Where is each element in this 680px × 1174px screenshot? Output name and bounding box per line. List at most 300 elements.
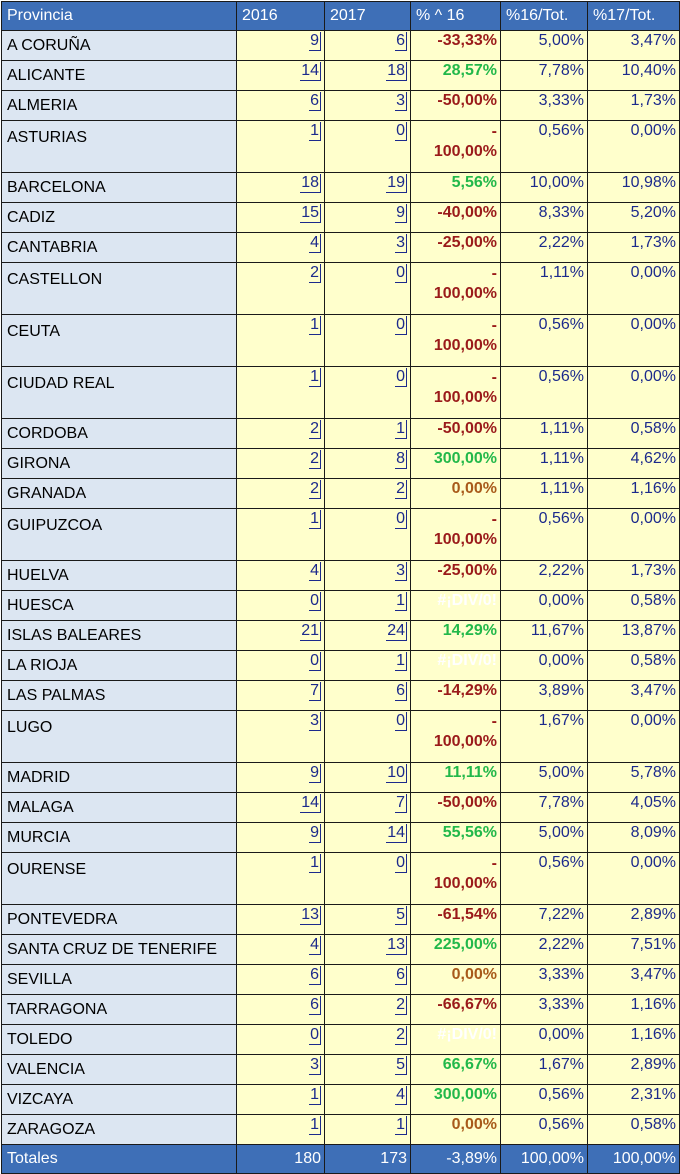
- cell-2017-value: 9: [396, 204, 405, 221]
- cell-provincia: MADRID: [2, 763, 237, 793]
- totals-share-2016: 100,00%: [501, 1145, 588, 1174]
- cell-provincia: HUELVA: [2, 561, 237, 591]
- cell-2017-value: 3: [396, 562, 405, 579]
- cell-2016: [237, 1055, 325, 1085]
- cell-share-2016: 1,11%: [501, 419, 588, 449]
- cell-provincia: SANTA CRUZ DE TENERIFE: [2, 935, 237, 965]
- cell-provincia: MURCIA: [2, 823, 237, 853]
- cell-2017: [325, 711, 411, 763]
- table-row: [2, 1025, 680, 1055]
- cell-2016-value: 4: [310, 562, 319, 579]
- cell-provincia: CORDOBA: [2, 419, 237, 449]
- cell-variation: -50,00%: [411, 91, 501, 121]
- cell-provincia: SEVILLA: [2, 965, 237, 995]
- cell-2017-value: 24: [387, 622, 405, 639]
- cell-2017: [325, 823, 411, 853]
- cell-2017-value: 0: [396, 264, 405, 281]
- cell-2017: [325, 315, 411, 367]
- cell-2016: [237, 711, 325, 763]
- cell-share-2017: 0,00%: [588, 853, 680, 905]
- cell-2016: [237, 91, 325, 121]
- cell-2016: [237, 173, 325, 203]
- cell-provincia: ISLAS BALEARES: [2, 621, 237, 651]
- cell-2016: [237, 121, 325, 173]
- cell-share-2017: 0,58%: [588, 419, 680, 449]
- cell-2017-value: 7: [396, 794, 405, 811]
- cell-2016: [237, 935, 325, 965]
- totals-label: Totales: [2, 1145, 237, 1174]
- cell-2017: [325, 173, 411, 203]
- table-row: [2, 263, 680, 315]
- cell-2016-value: 1: [310, 122, 319, 139]
- cell-2017: [325, 1025, 411, 1055]
- cell-provincia: BARCELONA: [2, 173, 237, 203]
- cell-share-2016: 7,78%: [501, 61, 588, 91]
- cell-2016: [237, 203, 325, 233]
- cell-2017: [325, 681, 411, 711]
- cell-share-2017: 0,00%: [588, 367, 680, 419]
- table-row: [2, 1055, 680, 1085]
- cell-2017: [325, 995, 411, 1025]
- totals-2016: 180: [237, 1145, 325, 1174]
- header-row: [2, 2, 680, 31]
- table-row: [2, 419, 680, 449]
- cell-variation: - 100,00%: [411, 711, 501, 763]
- cell-2016-value: 4: [310, 936, 319, 953]
- cell-variation: -66,67%: [411, 995, 501, 1025]
- cell-2017-value: 6: [396, 682, 405, 699]
- cell-2016-value: 7: [310, 682, 319, 699]
- cell-share-2016: 1,11%: [501, 263, 588, 315]
- cell-2016-value: 9: [310, 32, 319, 49]
- cell-2017-value: 8: [396, 450, 405, 467]
- cell-2016-value: 4: [310, 234, 319, 251]
- cell-share-2016: 0,00%: [501, 1025, 588, 1055]
- cell-2017: [325, 1055, 411, 1085]
- cell-2016-value: 9: [310, 824, 319, 841]
- cell-share-2016: 2,22%: [501, 233, 588, 263]
- table-row: [2, 823, 680, 853]
- cell-share-2017: 13,87%: [588, 621, 680, 651]
- cell-2016-value: 2: [310, 450, 319, 467]
- table-row: [2, 1085, 680, 1115]
- cell-provincia: LAS PALMAS: [2, 681, 237, 711]
- cell-share-2017: 5,78%: [588, 763, 680, 793]
- cell-share-2017: 0,00%: [588, 263, 680, 315]
- cell-2016-value: 1: [310, 1116, 319, 1133]
- provinces-table: [1, 1, 680, 1174]
- totals-row: [2, 1145, 680, 1174]
- cell-share-2016: 2,22%: [501, 935, 588, 965]
- cell-share-2017: 8,09%: [588, 823, 680, 853]
- cell-2016-value: 2: [310, 264, 319, 281]
- cell-2016: [237, 61, 325, 91]
- cell-2016: [237, 591, 325, 621]
- cell-2016-value: 2: [310, 420, 319, 437]
- cell-share-2016: 2,22%: [501, 561, 588, 591]
- cell-share-2017: 5,20%: [588, 203, 680, 233]
- cell-2017-value: 1: [396, 652, 405, 669]
- cell-share-2017: 0,58%: [588, 651, 680, 681]
- cell-share-2016: 0,00%: [501, 651, 588, 681]
- cell-2016-value: 14: [301, 62, 319, 79]
- cell-variation: 11,11%: [411, 763, 501, 793]
- cell-2016: [237, 793, 325, 823]
- cell-share-2017: 0,58%: [588, 591, 680, 621]
- cell-provincia: LA RIOJA: [2, 651, 237, 681]
- cell-provincia: MALAGA: [2, 793, 237, 823]
- cell-2016-value: 3: [310, 712, 319, 729]
- cell-share-2017: 1,16%: [588, 479, 680, 509]
- cell-share-2016: 5,00%: [501, 763, 588, 793]
- header-2016: 2016: [237, 2, 325, 31]
- cell-2016-value: 18: [301, 174, 319, 191]
- cell-share-2017: 4,62%: [588, 449, 680, 479]
- table-row: [2, 763, 680, 793]
- cell-2017-value: 2: [396, 996, 405, 1013]
- cell-2016-value: 1: [310, 854, 319, 871]
- cell-2016-value: 0: [310, 1026, 319, 1043]
- table-row: [2, 965, 680, 995]
- cell-share-2017: 0,00%: [588, 509, 680, 561]
- cell-2017-value: 1: [396, 1116, 405, 1133]
- cell-2016: [237, 31, 325, 61]
- cell-variation: 0,00%: [411, 1115, 501, 1145]
- cell-2016-value: 3: [310, 1056, 319, 1073]
- cell-2017-value: 0: [396, 368, 405, 385]
- cell-share-2017: 3,47%: [588, 681, 680, 711]
- cell-share-2017: 0,00%: [588, 711, 680, 763]
- header-share-2017: %17/Tot.: [588, 2, 680, 31]
- cell-2016: [237, 449, 325, 479]
- table-row: [2, 479, 680, 509]
- table-row: [2, 935, 680, 965]
- cell-2016: [237, 681, 325, 711]
- cell-2016: [237, 479, 325, 509]
- cell-variation: -25,00%: [411, 233, 501, 263]
- cell-variation: 28,57%: [411, 61, 501, 91]
- cell-2017-value: 0: [396, 712, 405, 729]
- cell-share-2016: 5,00%: [501, 823, 588, 853]
- cell-provincia: PONTEVEDRA: [2, 905, 237, 935]
- cell-share-2016: 3,89%: [501, 681, 588, 711]
- cell-variation: - 100,00%: [411, 315, 501, 367]
- table-row: [2, 1115, 680, 1145]
- cell-variation: 300,00%: [411, 449, 501, 479]
- cell-2017-value: 3: [396, 92, 405, 109]
- cell-variation: -33,33%: [411, 31, 501, 61]
- cell-2017: [325, 31, 411, 61]
- cell-2017-value: 18: [387, 62, 405, 79]
- cell-share-2017: 0,00%: [588, 121, 680, 173]
- cell-2017-value: 3: [396, 234, 405, 251]
- cell-variation: - 100,00%: [411, 367, 501, 419]
- cell-2017-value: 19: [387, 174, 405, 191]
- cell-provincia: ZARAGOZA: [2, 1115, 237, 1145]
- cell-provincia: CEUTA: [2, 315, 237, 367]
- cell-2017: [325, 763, 411, 793]
- cell-2016-value: 1: [310, 368, 319, 385]
- cell-2017: [325, 853, 411, 905]
- cell-2017: [325, 233, 411, 263]
- cell-share-2016: 3,33%: [501, 91, 588, 121]
- cell-share-2017: 4,05%: [588, 793, 680, 823]
- cell-2016: [237, 763, 325, 793]
- cell-2017: [325, 263, 411, 315]
- cell-provincia: VALENCIA: [2, 1055, 237, 1085]
- cell-2016: [237, 905, 325, 935]
- cell-provincia: TARRAGONA: [2, 995, 237, 1025]
- cell-2017-value: 2: [396, 480, 405, 497]
- table-row: [2, 31, 680, 61]
- cell-share-2016: 5,00%: [501, 31, 588, 61]
- cell-2017-value: 1: [396, 420, 405, 437]
- cell-share-2016: 1,11%: [501, 479, 588, 509]
- cell-2017-value: 14: [387, 824, 405, 841]
- cell-share-2017: 3,47%: [588, 31, 680, 61]
- cell-share-2017: 1,16%: [588, 1025, 680, 1055]
- cell-2017-value: 0: [396, 122, 405, 139]
- cell-share-2016: 8,33%: [501, 203, 588, 233]
- cell-2017: [325, 651, 411, 681]
- table-row: [2, 621, 680, 651]
- cell-2016-value: 1: [310, 316, 319, 333]
- cell-2017: [325, 121, 411, 173]
- cell-2017-value: 0: [396, 316, 405, 333]
- cell-2016-value: 2: [310, 480, 319, 497]
- cell-2017-value: 4: [396, 1086, 405, 1103]
- cell-variation: -14,29%: [411, 681, 501, 711]
- cell-2017: [325, 965, 411, 995]
- cell-variation: -50,00%: [411, 419, 501, 449]
- totals-2017: 173: [325, 1145, 411, 1174]
- cell-variation: 66,67%: [411, 1055, 501, 1085]
- header-variation: % ^ 16: [411, 2, 501, 31]
- cell-2017: [325, 509, 411, 561]
- cell-share-2016: 1,67%: [501, 711, 588, 763]
- cell-share-2017: 3,47%: [588, 965, 680, 995]
- cell-provincia: CADIZ: [2, 203, 237, 233]
- cell-share-2017: 0,00%: [588, 315, 680, 367]
- table-row: [2, 681, 680, 711]
- cell-2016-value: 6: [310, 966, 319, 983]
- cell-2016-value: 15: [301, 204, 319, 221]
- cell-2017: [325, 1085, 411, 1115]
- table-row: [2, 853, 680, 905]
- cell-share-2016: 0,56%: [501, 315, 588, 367]
- cell-variation: 5,56%: [411, 173, 501, 203]
- cell-variation: - 100,00%: [411, 509, 501, 561]
- header-share-2016: %16/Tot.: [501, 2, 588, 31]
- cell-variation: -61,54%: [411, 905, 501, 935]
- cell-share-2017: 10,98%: [588, 173, 680, 203]
- table-row: [2, 61, 680, 91]
- cell-variation: 225,00%: [411, 935, 501, 965]
- cell-variation: 0,00%: [411, 479, 501, 509]
- cell-2016: [237, 621, 325, 651]
- cell-variation: - 100,00%: [411, 263, 501, 315]
- cell-share-2016: 1,11%: [501, 449, 588, 479]
- table-row: [2, 561, 680, 591]
- table-row: [2, 173, 680, 203]
- cell-provincia: CASTELLON: [2, 263, 237, 315]
- cell-share-2016: 0,56%: [501, 1115, 588, 1145]
- cell-2016: [237, 651, 325, 681]
- cell-2017: [325, 591, 411, 621]
- table-row: [2, 651, 680, 681]
- totals-share-2017: 100,00%: [588, 1145, 680, 1174]
- cell-share-2017: 1,73%: [588, 233, 680, 263]
- cell-2016-value: 21: [301, 622, 319, 639]
- cell-2017-value: 1: [396, 592, 405, 609]
- cell-share-2016: 0,56%: [501, 121, 588, 173]
- cell-variation: -25,00%: [411, 561, 501, 591]
- cell-2016: [237, 367, 325, 419]
- cell-2016-value: 9: [310, 764, 319, 781]
- cell-2017: [325, 367, 411, 419]
- cell-2017: [325, 935, 411, 965]
- cell-share-2016: 0,00%: [501, 591, 588, 621]
- cell-variation: 300,00%: [411, 1085, 501, 1115]
- cell-2017-value: 10: [387, 764, 405, 781]
- cell-share-2017: 1,73%: [588, 91, 680, 121]
- cell-2016: [237, 1085, 325, 1115]
- cell-2016: [237, 1025, 325, 1055]
- cell-2017: [325, 449, 411, 479]
- cell-2017-value: 0: [396, 510, 405, 527]
- cell-2017: [325, 793, 411, 823]
- cell-share-2017: 1,73%: [588, 561, 680, 591]
- cell-share-2016: 10,00%: [501, 173, 588, 203]
- cell-2017-value: 6: [396, 966, 405, 983]
- cell-2017: [325, 61, 411, 91]
- cell-2017-value: 0: [396, 854, 405, 871]
- cell-variation: 0,00%: [411, 965, 501, 995]
- cell-2016: [237, 995, 325, 1025]
- table-row: [2, 995, 680, 1025]
- cell-share-2016: 0,56%: [501, 1085, 588, 1115]
- cell-2017-value: 5: [396, 1056, 405, 1073]
- cell-2017: [325, 621, 411, 651]
- cell-2017-value: 5: [396, 906, 405, 923]
- cell-2016: [237, 419, 325, 449]
- cell-2016: [237, 965, 325, 995]
- cell-variation: -50,00%: [411, 793, 501, 823]
- cell-2017: [325, 91, 411, 121]
- cell-share-2017: 1,16%: [588, 995, 680, 1025]
- cell-2016: [237, 561, 325, 591]
- cell-variation: -40,00%: [411, 203, 501, 233]
- table-row: [2, 367, 680, 419]
- header-provincia: Provincia: [2, 2, 237, 31]
- cell-2016-value: 0: [310, 592, 319, 609]
- cell-share-2016: 0,56%: [501, 853, 588, 905]
- cell-provincia: CIUDAD REAL: [2, 367, 237, 419]
- cell-share-2017: 2,89%: [588, 1055, 680, 1085]
- table-row: [2, 591, 680, 621]
- cell-provincia: ALMERIA: [2, 91, 237, 121]
- cell-share-2016: 3,33%: [501, 995, 588, 1025]
- cell-2016-value: 14: [301, 794, 319, 811]
- cell-provincia: GUIPUZCOA: [2, 509, 237, 561]
- cell-2016: [237, 263, 325, 315]
- cell-share-2016: 1,67%: [501, 1055, 588, 1085]
- cell-2016: [237, 315, 325, 367]
- cell-2017: [325, 479, 411, 509]
- cell-provincia: TOLEDO: [2, 1025, 237, 1055]
- cell-provincia: ASTURIAS: [2, 121, 237, 173]
- cell-provincia: A CORUÑA: [2, 31, 237, 61]
- cell-share-2016: 0,56%: [501, 509, 588, 561]
- table-row: [2, 449, 680, 479]
- cell-2017-value: 2: [396, 1026, 405, 1043]
- cell-2016: [237, 823, 325, 853]
- cell-provincia: OURENSE: [2, 853, 237, 905]
- cell-provincia: GIRONA: [2, 449, 237, 479]
- cell-variation: - 100,00%: [411, 121, 501, 173]
- cell-provincia: VIZCAYA: [2, 1085, 237, 1115]
- cell-2016-value: 1: [310, 510, 319, 527]
- cell-2017: [325, 419, 411, 449]
- cell-2016-value: 1: [310, 1086, 319, 1103]
- table-row: [2, 315, 680, 367]
- cell-provincia: CANTABRIA: [2, 233, 237, 263]
- table-row: [2, 905, 680, 935]
- cell-provincia: GRANADA: [2, 479, 237, 509]
- cell-share-2017: 7,51%: [588, 935, 680, 965]
- cell-provincia: LUGO: [2, 711, 237, 763]
- table-row: [2, 121, 680, 173]
- cell-2017-value: 6: [396, 32, 405, 49]
- table-body: [2, 31, 680, 1145]
- cell-2016-value: 0: [310, 652, 319, 669]
- cell-share-2016: 7,78%: [501, 793, 588, 823]
- totals-variation: -3,89%: [411, 1145, 501, 1174]
- cell-2016: [237, 1115, 325, 1145]
- cell-share-2016: 7,22%: [501, 905, 588, 935]
- cell-2016: [237, 853, 325, 905]
- cell-share-2017: 2,31%: [588, 1085, 680, 1115]
- cell-2016: [237, 233, 325, 263]
- table-row: [2, 711, 680, 763]
- cell-variation: #¡DIV/0!: [411, 591, 501, 621]
- cell-share-2017: 10,40%: [588, 61, 680, 91]
- cell-2017: [325, 561, 411, 591]
- table-row: [2, 793, 680, 823]
- cell-variation: 14,29%: [411, 621, 501, 651]
- cell-2016-value: 6: [310, 92, 319, 109]
- cell-2017: [325, 905, 411, 935]
- table-row: [2, 509, 680, 561]
- cell-share-2016: 11,67%: [501, 621, 588, 651]
- cell-variation: - 100,00%: [411, 853, 501, 905]
- cell-variation: 55,56%: [411, 823, 501, 853]
- cell-share-2016: 0,56%: [501, 367, 588, 419]
- header-2017: 2017: [325, 2, 411, 31]
- table-row: [2, 203, 680, 233]
- cell-share-2017: 2,89%: [588, 905, 680, 935]
- cell-2017: [325, 1115, 411, 1145]
- cell-2017-value: 13: [387, 936, 405, 953]
- cell-variation: #¡DIV/0!: [411, 1025, 501, 1055]
- cell-2016: [237, 509, 325, 561]
- cell-2017: [325, 203, 411, 233]
- table-row: [2, 233, 680, 263]
- table-row: [2, 91, 680, 121]
- cell-variation: #¡DIV/0!: [411, 651, 501, 681]
- cell-share-2016: 3,33%: [501, 965, 588, 995]
- cell-provincia: ALICANTE: [2, 61, 237, 91]
